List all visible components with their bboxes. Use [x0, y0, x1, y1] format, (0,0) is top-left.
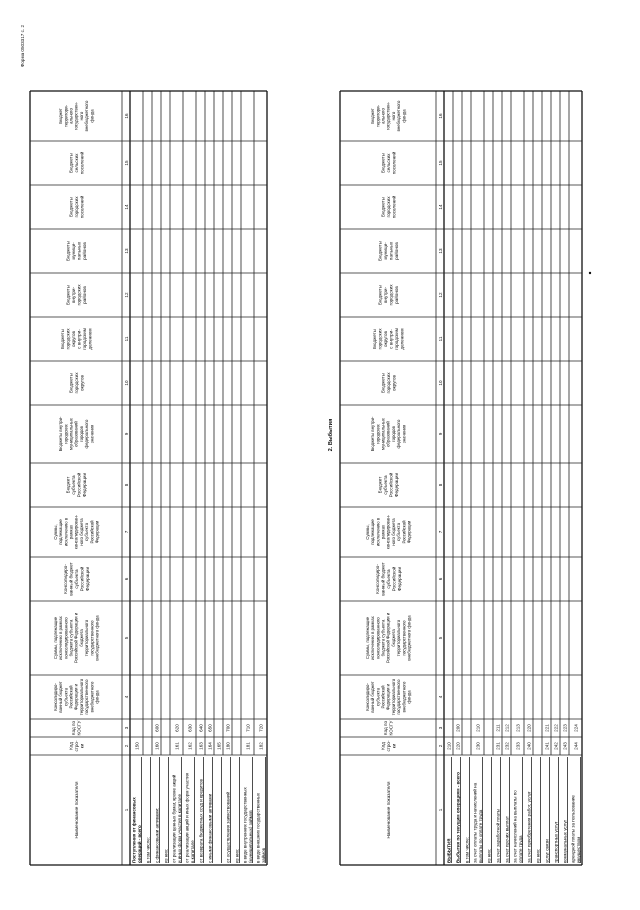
column-header-text: субъекта: [375, 688, 381, 706]
column-header-text: поселений: [391, 195, 397, 219]
column-header-text: ванный бюджет: [380, 562, 386, 596]
column-header-text: фонда: [401, 109, 407, 123]
row-code: 233: [515, 742, 521, 750]
row-label: от возврата бюджетных ссуд и кредитов: [198, 779, 204, 863]
row-label: в виде внутренних государственных: [242, 787, 248, 863]
column-header-text: КОСГУ: [388, 720, 394, 736]
column-header-text: субъекта: [383, 475, 389, 495]
column-header-text: Российской: [380, 685, 386, 709]
row-label: оплате труда: [518, 835, 523, 863]
column-header-text: районов: [82, 286, 88, 304]
row-label: услуг связи: [544, 839, 550, 863]
column-number: 8: [438, 483, 443, 487]
column-header-text: Бюджеты: [68, 197, 74, 217]
row-label: за счет начислений на выплаты по: [512, 790, 518, 863]
column-header-text: городских: [63, 424, 69, 444]
column-header-text: пальных: [76, 241, 82, 261]
row-label: транспортных услуг: [553, 821, 559, 863]
column-header-text: КОСГУ: [76, 720, 82, 736]
column-header-text: стро-: [385, 740, 391, 752]
column-header-text: муници-: [383, 242, 389, 260]
column-number: 8: [124, 483, 129, 487]
row-code: 244: [573, 742, 579, 750]
row-code: 231: [495, 742, 501, 750]
column-header-text: Федерации: [82, 472, 88, 498]
column-header-text: подлежащие: [370, 519, 376, 545]
column-header-text: Бюджеты внутри-: [370, 416, 376, 452]
column-header-text: государственного: [396, 679, 402, 715]
column-header-text: Суммы,: [52, 524, 58, 540]
column-header-text: территориального: [84, 619, 90, 657]
column-header-text: Российской: [391, 566, 397, 592]
column-header-text: субъекта: [63, 688, 69, 706]
column-header-text: поселений: [79, 195, 85, 219]
column-header-text: государствен-: [73, 102, 79, 130]
column-header-text: районов: [394, 286, 400, 304]
column-header-text: территориального: [78, 678, 84, 716]
column-header-text: бюджета субъекта: [68, 619, 74, 657]
row-kosgu: 224: [573, 724, 579, 732]
column-header-text: внебюджетного: [89, 681, 95, 713]
row-code: 242: [553, 742, 559, 750]
row-kosgu: 223: [562, 724, 568, 732]
row-code: 182: [258, 742, 264, 750]
column-header-text: федерального: [396, 419, 402, 449]
column-header-text: Российской: [68, 685, 74, 709]
column-number: 12: [438, 292, 443, 298]
column-header-text: Суммы, подлежащие: [52, 616, 58, 660]
column-header-text: ного: [390, 111, 396, 121]
column-header-text: Бюджеты: [377, 241, 383, 261]
column-number: 13: [438, 248, 443, 254]
column-header-text: городским: [394, 328, 400, 350]
column-number: 1: [124, 808, 129, 812]
row-code: 230: [475, 742, 481, 750]
column-header-text: Федерации: [94, 520, 100, 544]
row-kosgu: 700: [225, 724, 231, 732]
column-header-text: рамках: [380, 524, 386, 540]
row-label: за счет приобретения работ, услуг: [526, 791, 532, 863]
section-title: 2. Выбытия: [328, 418, 334, 452]
column-header-text: территориального: [390, 678, 396, 716]
row-label: с финансовыми активами:: [154, 807, 160, 863]
column-header-text: федерального: [84, 419, 90, 449]
column-header-text: городских: [377, 328, 383, 350]
column-header-text: Бюджеты: [380, 197, 386, 217]
column-header-text: городских: [65, 328, 71, 350]
column-header-text: ванный бюджет: [370, 681, 376, 713]
column-header-text: внебюджетного фонда: [406, 615, 412, 661]
column-header-text: Российской: [401, 520, 407, 544]
row-kosgu: 212: [504, 724, 510, 732]
column-header-text: Суммы, подлежащие: [364, 616, 370, 660]
row-label: и иных форм участия в капитале: [177, 794, 182, 863]
column-header-text: внутри-: [383, 286, 389, 304]
column-header-text: Бюджеты: [372, 329, 378, 349]
row-code: 243: [562, 742, 568, 750]
table-receipts-from-financial-operations: [30, 91, 267, 865]
row-label: операций - всего: [137, 825, 142, 863]
column-header-text: Бюджеты: [68, 373, 74, 393]
column-header-text: государственного: [84, 679, 90, 715]
column-header-text: Бюджет: [65, 476, 71, 494]
row-kosgu: 720: [258, 724, 264, 732]
column-header-text: городских: [388, 284, 394, 306]
column-header-text: фонда: [89, 109, 95, 123]
column-header-text: ного бюджета: [390, 518, 396, 546]
column-header-text: городских: [73, 372, 79, 394]
column-header-text: с внутри-: [76, 329, 82, 349]
column-header-text: городских: [76, 284, 82, 306]
column-number: 2: [438, 744, 443, 748]
row-label: выплаты по оплате труда: [478, 809, 483, 863]
column-header-text: ного: [78, 111, 84, 121]
column-header-text: городских: [73, 196, 79, 218]
row-code: 160: [154, 742, 160, 750]
row-code: 180: [225, 742, 231, 750]
column-header-text: поселений: [391, 151, 397, 175]
column-header-text: исключению в рамках: [58, 616, 64, 660]
column-number: 15: [124, 160, 129, 166]
form-label: Форма 0503317 с. 2: [20, 25, 25, 68]
column-header-text: Бюджет: [58, 108, 64, 124]
column-number: 16: [438, 113, 443, 119]
column-header-text: Федерации: [84, 566, 90, 592]
column-header-text: фонда: [406, 690, 412, 704]
column-header-text: консолидирован-: [73, 514, 79, 550]
column-header-text: городских: [385, 372, 391, 394]
row-kosgu: 220: [526, 724, 532, 732]
column-header-text: ки: [79, 743, 85, 749]
column-header-text: поселений: [79, 151, 85, 175]
row-code: 165: [216, 742, 222, 750]
column-header-text: Бюджет: [370, 108, 376, 124]
column-number: 13: [124, 248, 129, 254]
column-header-text: городов: [78, 426, 84, 442]
column-header-text: территори-: [375, 104, 381, 128]
column-header-text: Консолидиро-: [62, 564, 68, 594]
column-header-text: Код: [68, 742, 74, 750]
row-label: из них:: [486, 848, 492, 863]
column-header-text: Бюджеты внутри-: [58, 416, 64, 452]
column-header-text: исключению в: [63, 517, 69, 547]
column-header-text: Федерации: [394, 472, 400, 498]
column-header-text: городских: [375, 424, 381, 444]
column-number: 1: [438, 808, 443, 812]
column-header-text: Бюджеты: [60, 329, 66, 349]
column-header-text: образований: [385, 421, 391, 447]
column-number: 14: [124, 204, 129, 210]
row-label: за счет прочих выплат: [504, 816, 510, 863]
column-number: 11: [124, 336, 129, 342]
column-header-text: внебюджетного фонда: [94, 615, 100, 661]
column-header-text: бюджета субъекта: [380, 619, 386, 657]
row-kosgu: 600: [154, 724, 160, 732]
row-kosgu: 620: [174, 724, 180, 732]
column-header-text: Бюджеты: [65, 241, 71, 261]
column-header-text: субъекта: [73, 569, 79, 589]
column-header-text: внебюджетного: [396, 100, 402, 132]
column-header-text: округов: [71, 331, 77, 347]
column-header-text: фонда: [94, 690, 100, 704]
row-label: из них:: [234, 848, 240, 863]
column-header-text: Федерации и: [385, 683, 391, 711]
column-header-text: Консолидиро-: [374, 564, 380, 594]
row-kosgu: 630: [187, 724, 193, 732]
table-disposals: [340, 91, 582, 865]
column-number: 15: [438, 160, 443, 166]
column-header-text: исключению в: [375, 517, 381, 547]
row-code: 210: [446, 742, 452, 750]
column-number: 3: [438, 726, 443, 730]
row-kosgu: 211: [495, 724, 501, 732]
column-header-text: ального: [68, 108, 74, 124]
column-header-text: делением: [87, 328, 93, 350]
column-number: 7: [124, 530, 129, 534]
column-header-text: ального: [380, 108, 386, 124]
row-label: от осуществления заимствований: [225, 792, 231, 863]
row-label: займов: [261, 847, 266, 863]
row-code: 241: [544, 742, 550, 750]
row-label: за счет оплаты труда и начислений на: [472, 782, 478, 863]
row-kosgu: 213: [515, 724, 521, 732]
row-label: в том числе:: [464, 837, 470, 863]
column-header-text: Код по: [383, 720, 389, 736]
row-label: от реализации акций и иных форм участия: [184, 772, 190, 863]
column-header-text: рамках: [68, 524, 74, 540]
column-header-text: субъекта: [84, 523, 90, 541]
column-header-text: Российской: [388, 472, 394, 498]
column-header-text: субъекта: [71, 475, 77, 495]
column-header-text: округов: [79, 375, 85, 391]
column-number: 6: [124, 577, 129, 581]
column-number: 4: [438, 695, 443, 699]
column-header-text: муниципальных: [68, 418, 74, 450]
row-label: ВЫБЫТИЯ: [446, 838, 452, 863]
column-header-text: Российской: [89, 520, 95, 544]
column-header-text: Бюджеты: [65, 285, 71, 305]
column-header-text: Российской: [79, 566, 85, 592]
column-header-text: Федерации: [396, 566, 402, 592]
row-label: Выбытия по текущим операциям - всего: [455, 772, 461, 863]
column-header-text: Суммы,: [364, 524, 370, 540]
column-header-text: государствен-: [385, 102, 391, 130]
row-label: в капитале: [190, 840, 195, 863]
column-header-text: Бюджеты: [68, 153, 74, 173]
column-header-text: Российской Федерации и: [73, 612, 79, 664]
column-number: 2: [124, 744, 129, 748]
column-header-text: округов: [383, 331, 389, 347]
column-header-text: Код по: [71, 720, 77, 736]
row-label: арендной платы за пользование: [570, 795, 576, 863]
row-code: 240: [526, 742, 532, 750]
column-number: 12: [124, 292, 129, 298]
column-header-text: субъекта: [385, 569, 391, 589]
column-header-text: Консолидиро-: [52, 683, 58, 711]
row-label: в том числе:: [145, 837, 151, 863]
column-header-text: с внутри-: [388, 329, 394, 349]
column-header-text: муници-: [71, 242, 77, 260]
column-header-text: бюджета: [78, 629, 84, 647]
column-number: 5: [438, 636, 443, 640]
column-header-text: государственного: [89, 620, 95, 656]
column-header-text: внебюджетного: [84, 100, 90, 132]
row-label: (муниципальных) займов: [248, 810, 253, 863]
rotated-content: [20, 25, 591, 865]
column-header-text: стро-: [73, 740, 79, 752]
column-header-text: Федерации и: [73, 683, 79, 711]
column-header-text: Консолидиро-: [364, 683, 370, 711]
row-code: 163: [198, 742, 204, 750]
column-header-text: городским: [82, 328, 88, 350]
row-label: имуществом: [576, 836, 581, 863]
column-header-text: Бюджет: [377, 476, 383, 494]
row-kosgu: 200: [455, 724, 461, 732]
column-header-text: Российской Федерации и: [385, 612, 391, 664]
column-number: 9: [124, 432, 129, 436]
column-header-text: ванный бюджет: [58, 681, 64, 713]
column-number: 14: [438, 204, 443, 210]
column-header-text: исключению в рамках: [370, 616, 376, 660]
column-header-text: городов: [390, 426, 396, 442]
column-header-text: бюджета: [390, 629, 396, 647]
row-kosgu: 210: [475, 724, 481, 732]
column-header-text: округов: [391, 375, 397, 391]
column-number: 16: [124, 113, 129, 119]
column-header-text: городских: [385, 196, 391, 218]
column-header-text: пальных: [388, 241, 394, 261]
column-header-text: Федерации: [406, 520, 412, 544]
column-header-text: районов: [82, 242, 88, 260]
row-label: от реализации ценных бумаг, кроме акций: [171, 774, 177, 863]
row-label: за счет заработной платы: [495, 808, 501, 863]
column-header-text: Бюджеты: [377, 285, 383, 305]
column-header-text: консолидирован-: [385, 514, 391, 550]
column-header-text: сельских: [385, 153, 391, 173]
row-label: с иными финансовыми активами: [207, 793, 213, 863]
column-header-text: районов: [394, 242, 400, 260]
scan-dot-mark: [589, 272, 591, 274]
column-number: 3: [124, 726, 129, 730]
column-header-text: делением: [399, 328, 405, 350]
column-header-text: подлежащие: [58, 519, 64, 545]
column-header-text: образований: [73, 421, 79, 447]
row-kosgu: 640: [198, 724, 204, 732]
column-number: 7: [438, 530, 443, 534]
column-header-text: Наименование показателя: [73, 781, 79, 839]
column-header-text: Российской: [76, 472, 82, 498]
column-header-text: территориального: [396, 619, 402, 657]
row-code: 161: [174, 742, 180, 750]
column-header-text: сельских: [73, 153, 79, 173]
column-header-text: значения: [401, 424, 407, 444]
column-header-text: Бюджеты: [380, 153, 386, 173]
column-header-text: значения: [89, 424, 95, 444]
column-header-text: ванный бюджет: [68, 562, 74, 596]
column-header-text: консолидированного: [63, 617, 69, 659]
row-label: в виде внешних государственных: [255, 792, 261, 863]
column-header-text: внутри-: [71, 286, 77, 304]
column-number: 10: [124, 380, 129, 386]
column-number: 11: [438, 336, 443, 342]
column-header-text: ного бюджета: [78, 518, 84, 546]
row-kosgu: 710: [245, 724, 251, 732]
column-header-text: Код: [380, 742, 386, 750]
column-header-text: муниципальных: [380, 418, 386, 450]
row-label: из них:: [163, 848, 169, 863]
column-number: 6: [438, 577, 443, 581]
row-code: 150: [134, 742, 140, 750]
column-number: 5: [124, 636, 129, 640]
row-code: 232: [504, 742, 510, 750]
column-header-text: государственного: [401, 620, 407, 656]
row-kosgu: 650: [207, 724, 213, 732]
column-header-text: внебюджетного: [401, 681, 407, 713]
column-header-text: Бюджеты: [380, 373, 386, 393]
row-kosgu: 221: [544, 724, 550, 732]
row-code: 181: [245, 742, 251, 750]
row-code: 162: [187, 742, 193, 750]
column-header-text: ки: [391, 743, 397, 749]
column-number: 10: [438, 380, 443, 386]
row-label: из них:: [535, 848, 541, 863]
column-header-text: субъекта: [396, 523, 402, 541]
column-header-text: Наименование показателя: [385, 781, 391, 839]
row-kosgu: 222: [553, 724, 559, 732]
row-label: коммунальных услуг: [562, 819, 568, 863]
row-label: Поступления от финансовых: [131, 797, 137, 863]
column-number: 4: [124, 695, 129, 699]
row-code: 220: [455, 742, 461, 750]
column-header-text: территори-: [63, 104, 69, 128]
column-number: 9: [438, 432, 443, 436]
row-code: 164: [207, 742, 213, 750]
column-header-text: консолидированного: [375, 617, 381, 659]
